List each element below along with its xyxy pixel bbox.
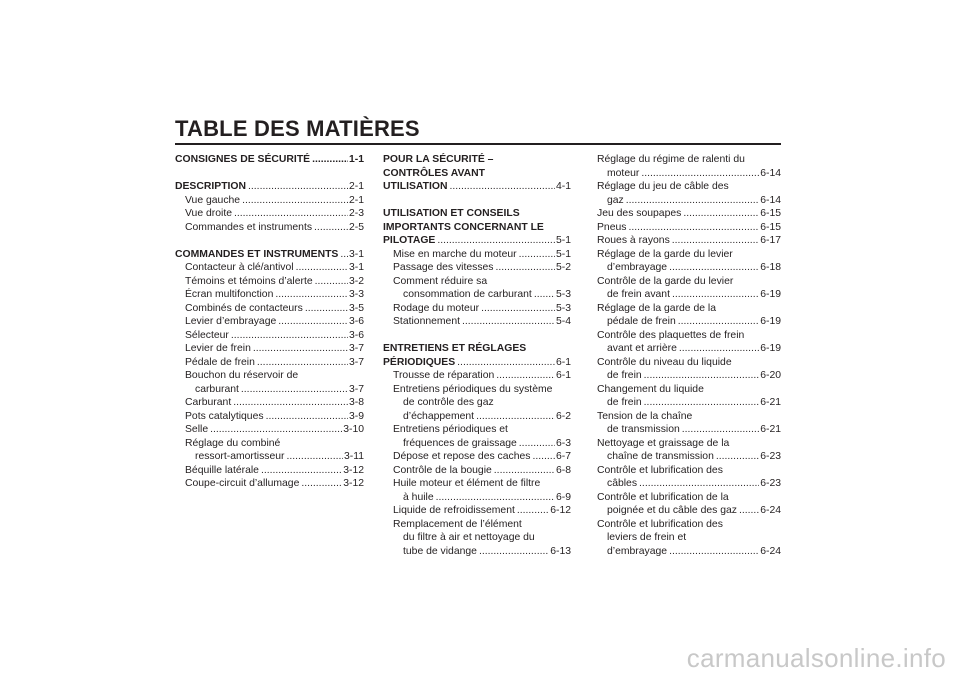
toc-entry[interactable]: poignée et du câble des gaz ..... 6-24 <box>597 504 781 518</box>
toc-entry-line[interactable]: Comment réduire sa <box>393 275 488 287</box>
toc-entry[interactable]: chaîne de transmission ..... 6-23 <box>597 450 781 464</box>
toc-entry[interactable]: ressort-amortisseur ..... 3-11 <box>175 450 364 464</box>
toc-entry-line[interactable]: Réglage du régime de ralenti du <box>597 154 745 165</box>
toc-entry-line[interactable]: Réglage du combiné <box>185 437 281 449</box>
toc-entry-line[interactable]: Contrôle de la garde du levier <box>597 275 734 287</box>
toc-entry-line[interactable]: Huile moteur et élément de filtre <box>393 478 541 489</box>
toc-entry[interactable]: UTILISATION ..... 4-1 <box>383 180 571 194</box>
toc-entry[interactable]: Sélecteur ..... 3-6 <box>175 329 364 343</box>
toc-entry-line[interactable]: POUR LA SÉCURITÉ – <box>383 154 494 165</box>
toc-entry[interactable]: Béquille latérale ..... 3-12 <box>175 464 364 478</box>
toc-entry-line[interactable]: Contrôle des plaquettes de frein <box>597 329 745 341</box>
toc-entry[interactable]: avant et arrière ..... 6-19 <box>597 342 781 356</box>
toc-entry[interactable]: Carburant ..... 3-8 <box>175 396 364 410</box>
toc-entry[interactable]: CONSIGNES DE SÉCURITÉ ..... 1-1 <box>175 153 364 167</box>
toc-entry[interactable]: à huile ..... 6-9 <box>383 491 571 505</box>
toc-entry[interactable]: Témoins et témoins d’alerte ..... 3-2 <box>175 275 364 289</box>
toc-entry-line[interactable]: Entretiens périodiques du système <box>393 383 553 395</box>
toc-entry[interactable]: de frein ..... 6-20 <box>597 369 781 383</box>
toc-entry[interactable]: fréquences de graissage ..... 6-3 <box>383 437 571 451</box>
toc-entry-line[interactable]: ENTRETIENS ET RÉGLAGES <box>383 343 527 354</box>
toc-entry[interactable]: tube de vidange ..... 6-13 <box>383 545 571 559</box>
page-title: TABLE DES MATIÈRES <box>175 116 420 141</box>
toc-entry-line[interactable]: Contrôle et lubrification de la <box>597 491 729 503</box>
toc-entry-line[interactable]: du filtre à air et nettoyage du <box>403 532 535 543</box>
toc-entry-line[interactable]: leviers de frein et <box>607 532 687 543</box>
toc-entry[interactable]: Commandes et instruments ..... 2-5 <box>175 221 364 235</box>
toc-entry[interactable]: d’embrayage ..... 6-24 <box>597 545 781 559</box>
toc-entry[interactable]: de frein avant ..... 6-19 <box>597 288 781 302</box>
toc-entry-line[interactable]: Changement du liquide <box>597 383 704 395</box>
toc-entry[interactable]: Passage des vitesses ..... 5-2 <box>383 261 571 275</box>
toc-entry[interactable]: Vue droite ..... 2-3 <box>175 207 364 221</box>
toc-entry[interactable]: Écran multifonction ..... 3-3 <box>175 288 364 302</box>
toc-column-3 <box>597 153 781 558</box>
toc-entry[interactable]: Rodage du moteur ..... 5-3 <box>383 302 571 316</box>
toc-entry[interactable]: moteur ..... 6-14 <box>597 167 781 181</box>
toc-entry-line[interactable]: Réglage du jeu de câble des <box>597 181 729 192</box>
toc-entry-line[interactable]: Nettoyage et graissage de la <box>597 437 730 449</box>
toc-entry-line[interactable]: de contrôle des gaz <box>403 397 494 408</box>
toc-entry[interactable]: Combinés de contacteurs ..... 3-5 <box>175 302 364 316</box>
toc-entry-line[interactable]: Tension de la chaîne <box>597 410 693 422</box>
toc-entry[interactable]: Dépose et repose des caches ..... 6-7 <box>383 450 571 464</box>
toc-entry[interactable]: Contacteur à clé/antivol ..... 3-1 <box>175 261 364 275</box>
toc-entry-line[interactable]: Entretiens périodiques et <box>393 424 508 435</box>
toc-entry[interactable]: PILOTAGE ..... 5-1 <box>383 234 571 248</box>
toc-entry[interactable]: Pédale de frein ..... 3-7 <box>175 356 364 370</box>
toc-entry[interactable]: Pots catalytiques ..... 3-9 <box>175 410 364 424</box>
toc-entry[interactable]: d’échappement ..... 6-2 <box>383 410 571 424</box>
toc-entry-line[interactable]: Contrôle et lubrification des <box>597 518 723 530</box>
toc-entry-line[interactable]: UTILISATION ET CONSEILS <box>383 208 520 219</box>
toc-entry[interactable]: Pneus ..... 6-15 <box>597 221 781 235</box>
toc-entry[interactable]: Selle ..... 3-10 <box>175 423 364 437</box>
toc-entry[interactable]: Vue gauche ..... 2-1 <box>175 194 364 208</box>
toc-entry[interactable]: DESCRIPTION ..... 2-1 <box>175 180 364 194</box>
toc-entry[interactable]: de transmission ..... 6-21 <box>597 423 781 437</box>
toc-entry-line[interactable]: Remplacement de l’élément <box>393 518 522 530</box>
toc-entry-line[interactable]: CONTRÔLES AVANT <box>383 167 485 179</box>
toc-entry[interactable]: pédale de frein ..... 6-19 <box>597 315 781 329</box>
toc-entry[interactable]: de frein ..... 6-21 <box>597 396 781 410</box>
toc-entry[interactable]: d’embrayage ..... 6-18 <box>597 261 781 275</box>
toc-entry[interactable]: Levier d’embrayage ..... 3-6 <box>175 315 364 329</box>
toc-entry-line[interactable]: Bouchon du réservoir de <box>185 370 299 381</box>
toc-entry[interactable]: Liquide de refroidissement ..... 6-12 <box>383 504 571 518</box>
title-rule <box>175 143 781 145</box>
toc-entry[interactable]: COMMANDES ET INSTRUMENTS ..... 3-1 <box>175 248 364 262</box>
toc-entry-line[interactable]: Contrôle du niveau du liquide <box>597 356 732 368</box>
toc-entry[interactable]: Stationnement ..... 5-4 <box>383 315 571 329</box>
toc-entry[interactable]: Roues à rayons ..... 6-17 <box>597 234 781 248</box>
toc-column-1 <box>175 153 364 491</box>
toc-entry[interactable]: câbles ..... 6-23 <box>597 477 781 491</box>
toc-entry-line[interactable]: Contrôle et lubrification des <box>597 464 723 476</box>
toc-entry-line[interactable]: Réglage de la garde du levier <box>597 248 733 260</box>
toc-entry[interactable]: Coupe-circuit d’allumage ..... 3-12 <box>175 477 364 491</box>
toc-entry[interactable]: PÉRIODIQUES ..... 6-1 <box>383 356 571 370</box>
toc-entry[interactable]: gaz ..... 6-14 <box>597 194 781 208</box>
toc-entry-line[interactable]: IMPORTANTS CONCERNANT LE <box>383 221 544 233</box>
toc-entry[interactable]: carburant ..... 3-7 <box>175 383 364 397</box>
toc-entry[interactable]: Trousse de réparation ..... 6-1 <box>383 369 571 383</box>
toc-entry[interactable]: Contrôle de la bougie ..... 6-8 <box>383 464 571 478</box>
toc-entry[interactable]: consommation de carburant ..... 5-3 <box>383 288 571 302</box>
watermark-text: carmanualsonline.info <box>686 643 946 673</box>
toc-entry[interactable]: Mise en marche du moteur ..... 5-1 <box>383 248 571 262</box>
toc-entry[interactable]: Jeu des soupapes ..... 6-15 <box>597 207 781 221</box>
toc-entry-line[interactable]: Réglage de la garde de la <box>597 302 717 314</box>
toc-column-2 <box>383 153 571 558</box>
toc-entry[interactable]: Levier de frein ..... 3-7 <box>175 342 364 356</box>
